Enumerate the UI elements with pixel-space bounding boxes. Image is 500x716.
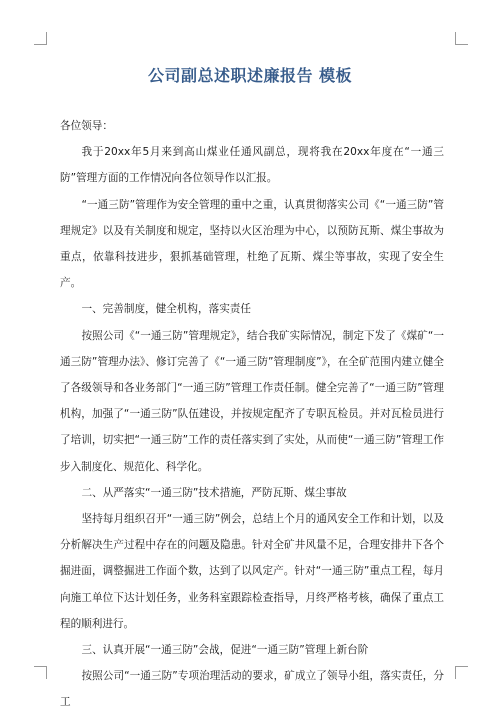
- crop-mark-bottom-right: [455, 666, 468, 679]
- paragraph: “一通三防”管理作为安全管理的重中之重，认真贯彻落实公司《“一通三防”管理规定》以及有关制度和规定，坚持以火区治理为中心，以预防瓦斯、煤尘事故为重点，依靠科技进步，狠抓基础管理，杜绝了瓦斯、煤尘等事故，实现了安全生产。: [60, 198, 444, 290]
- document-body: [60, 113, 444, 716]
- section-paragraph: 坚持每月组织召开“一通三防”例会，总结上个月的通风安全工作和计划，以及分析解决生产过程中存在的问题及隐患。针对全矿井风量不足，合理安排井下各个掘进面，调整掘进工作面个数，达到了以风定产。针对“一通三防”重点工程，每月向施工单位下达计划任务，业务科室跟踪检查指导，月终严格考核，确保了重点工程的顺利进行。: [60, 513, 444, 630]
- crop-mark-top-right: [455, 32, 468, 45]
- crop-mark-top-left: [34, 32, 47, 45]
- section-paragraph: 按照公司《“一通三防”管理规定》，结合我矿实际情况，制定下发了《煤矿“一通三防”管理办法》、修订完善了《“一通三防”管理制度”》，在全矿范围内建立健全了各级领导和各业务部门“一通三防”管理工作责任制。健全完善了“一通三防”管理机构，加强了“一通三防”队伍建设，并按规定配齐了专职瓦检员。并对瓦检员进行了培训，切实把“一通三防”工作的责任落实到了实处，从而使“一通三防”管理工作步入制度化、规范化、科学化。: [60, 329, 444, 473]
- paragraph: 我于20xx年5月来到高山煤业任通风副总，现将我在20xx年度在“一通三防”管理方面的工作情况向各位领导作以汇报。: [60, 146, 444, 185]
- section-paragraph: 按照公司“一通三防”专项治理活动的要求，矿成立了领导小组，落实责任，分工: [60, 670, 444, 709]
- section-heading: 二、从严落实“一通三防”技术措施，严防瓦斯、煤尘事故: [81, 486, 347, 499]
- document-title: 公司副总述职述廉报告 模板: [147, 66, 353, 85]
- salutation: 各位领导：: [60, 120, 113, 132]
- section-heading: 一、完善制度，健全机构，落实责任: [81, 303, 251, 316]
- section-heading: 三、认真开展“一通三防”会战，促进“一通三防”管理上新台阶: [81, 644, 369, 657]
- crop-mark-bottom-left: [34, 666, 47, 679]
